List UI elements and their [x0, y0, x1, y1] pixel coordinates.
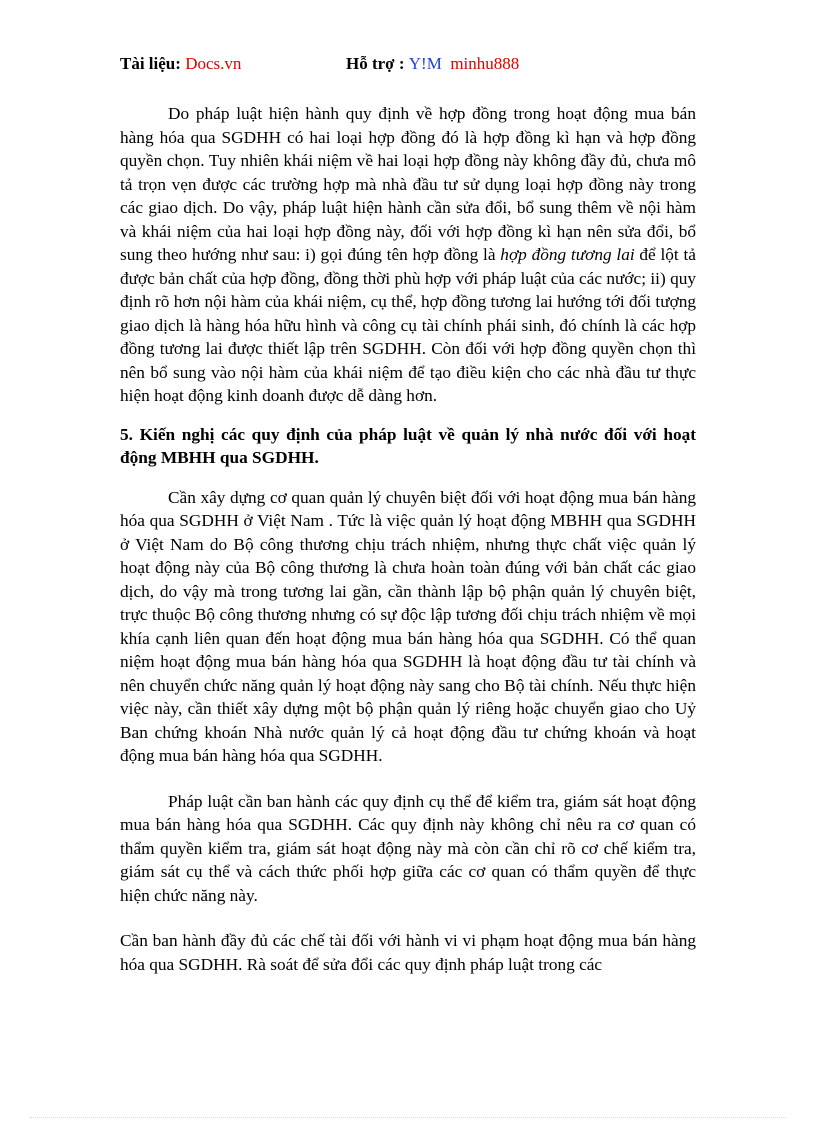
paragraph-sanctions: Cần ban hành đầy đủ các chế tài đối với hành vi vi phạm hoạt động mua bán hàng hóa qua SGDHH. Rà soát để sửa đổi các quy định pháp luật trong các	[120, 931, 696, 974]
paragraph-management-body: Cần xây dựng cơ quan quản lý chuyên biệt đối với hoạt động mua bán hàng hóa qua SGDHH ở Việt Nam . Tức là việc quản lý hoạt động MBHH qua SGDHH ở Việt Nam do Bộ công thương chịu trách nhiệm, nhưng thực chất việc quản lý hoạt động này của Bộ công thương là chưa hoàn toàn đúng với bản chất các giao dịch, do vậy mà trong tương lai gần, cần thành lập bộ phận quản lý chuyên biệt, trực thuộc Bộ công thương nhưng có sự độc lập tương đối chịu trách nhiệm về mọi khía cạnh liên quan đến hoạt động mua bán hàng hóa qua SGDHH. Có thể quan niệm hoạt động mua bán hàng hóa qua SGDHH là hoạt động đầu tư tài chính và nên chuyển chức năng quản lý hoạt động này sang cho Bộ tài chính. Nếu thực hiện việc này, cần thiết xây dựng một bộ phận quản lý riêng hoặc chuyển giao cho Uỷ Ban chứng khoán Nhà nước quản lý cả hoạt động đầu tư chứng khoán và hoạt động mua bán hàng hóa qua SGDHH.	[120, 487, 696, 765]
doc-label: Tài liệu	[120, 54, 176, 73]
ym-label: Y!M	[408, 54, 442, 73]
paragraph-text: để lột tả được bản chất của hợp đồng, đồng thời phù hợp với pháp luật của các nước; ii) quy định rõ hơn nội hàm của khái niệm, cụ thể, hợp đồng tương lai hướng tới đối tượng giao dịch là hàng hóa hữu hình và công cụ tài chính phái sinh, đó chính là các hợp đồng tương lai được thiết lập trên SGDHH. Còn đối với hợp đồng quyền chọn thì nên bổ sung vào nội hàm của khái niệm để tạo điều kiện cho các nhà đầu tư thực hiện hoạt động kinh doanh được dễ dàng hơn.	[120, 245, 696, 405]
document-body	[120, 102, 696, 976]
paragraph-text: Do pháp luật hiện hành quy định về hợp đồng trong hoạt động mua bán hàng hóa qua SGDHH có hai loại hợp đồng đó là hợp đồng kì hạn và hợp đồng quyền chọn. Tuy nhiên khái niệm về hai loại hợp đồng này không đầy đủ, chưa mô tả trọn vẹn được các trường hợp mà nhà đầu tư sử dụng loại hợp đồng này trong các giao dịch. Do vậy, pháp luật hiện hành cần sửa đổi, bổ sung thêm về nội hàm và khái niệm của hai loại hợp đồng này, đối với hợp đồng kì hạn nên sửa đổi, bổ sung theo hướng như sau: i) gọi đúng tên hợp đồng là	[120, 104, 696, 264]
page-bottom-divider	[30, 1117, 786, 1118]
paragraph-supervision: Pháp luật cần ban hành các quy định cụ thể để kiểm tra, giám sát hoạt động mua bán hàng hóa qua SGDHH. Các quy định này không chỉ nêu ra cơ quan có thẩm quyền kiểm tra, giám sát hoạt động này mà còn cần chỉ rõ cơ chế kiểm tra, giám sát cụ thể và cách thức phối hợp giữa các cơ quan có thẩm quyền để thực hiện chức năng này.	[120, 791, 696, 905]
page-header	[120, 53, 520, 75]
support-label: Hỗ trợ	[346, 54, 395, 73]
doc-site-link[interactable]: Docs.vn	[185, 54, 242, 73]
doc-separator: :	[175, 54, 186, 73]
section-heading: 5. Kiến nghị các quy định của pháp luật về quản lý nhà nước đối với hoạt động MBHH qua SGDHH.	[120, 424, 696, 467]
italic-term: hợp đồng tương lai	[500, 245, 635, 264]
support-separator: :	[394, 54, 409, 73]
support-info	[346, 53, 519, 75]
paragraph-contract-types	[120, 102, 696, 408]
ym-username-link[interactable]: minhu888	[450, 54, 520, 73]
